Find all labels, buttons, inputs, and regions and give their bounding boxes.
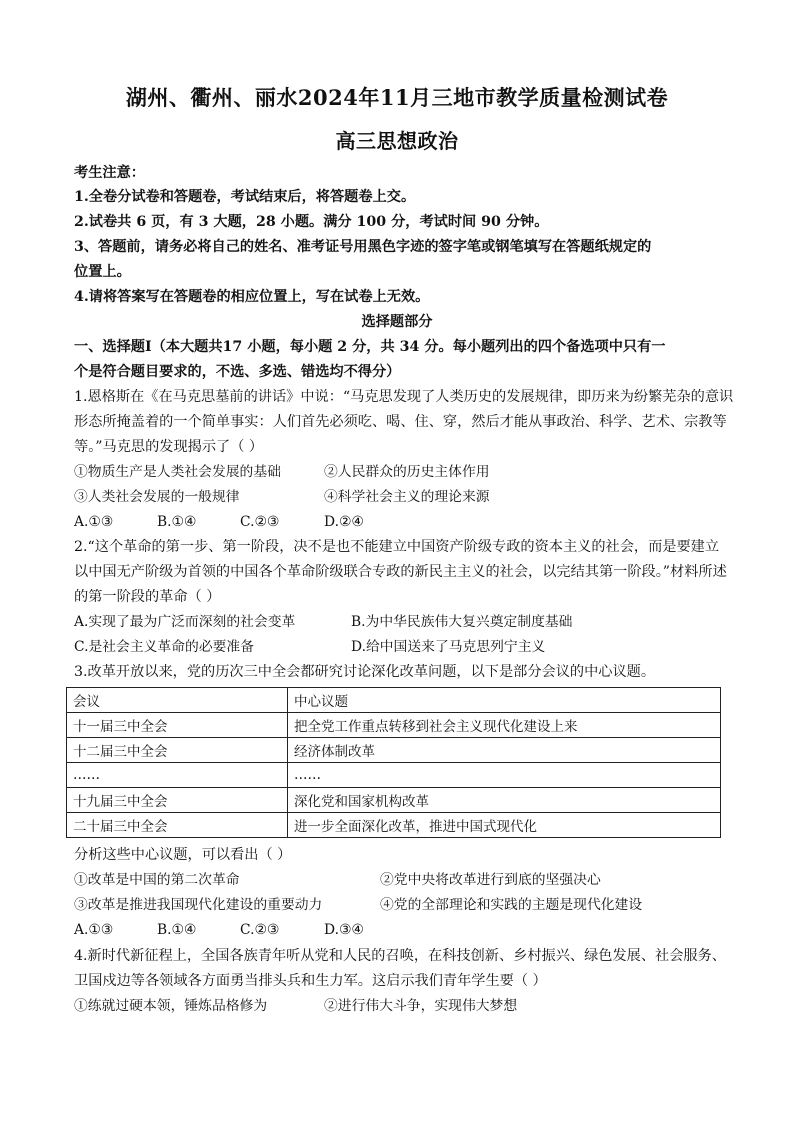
table-cell: 十一届三中全会 xyxy=(67,713,288,738)
q3-option-a: A.①③ xyxy=(74,922,114,938)
q4-stem: 4.新时代新征程上，全国各族青年听从党和人民的召唤，在科技创新、乡村振兴、绿色发展、社会服务、 xyxy=(74,948,726,964)
notice-item: 位置上。 xyxy=(74,264,131,280)
q3-item: ④党的全部理论和实践的主题是现代化建设 xyxy=(380,897,643,913)
table-cell: …… xyxy=(288,763,721,788)
q2-stem: 以中国无产阶级为首领的中国各个革命阶级联合专政的新民主主义的社会，以完结其第一阶段。”材料所述 xyxy=(74,564,727,580)
q2-option-d: D.给中国送来了马克思列宁主义 xyxy=(351,639,546,655)
q2-option-a: A.实现了最为广泛而深刻的社会变革 xyxy=(74,614,296,630)
table-cell: 二十届三中全会 xyxy=(67,813,288,838)
notice-heading: 考生注意： xyxy=(74,165,145,181)
exam-title: 湖州、衢州、丽水2024年11月三地市教学质量检测试卷 xyxy=(125,85,669,110)
part1-instructions: 个是符合题目要求的，不选、多选、错选均不得分） xyxy=(74,364,401,380)
q1-option-c: C.②③ xyxy=(240,514,280,530)
q1-item: ②人民群众的历史主体作用 xyxy=(324,464,490,480)
table-header: 中心议题 xyxy=(288,688,721,713)
table-row xyxy=(67,813,721,838)
table-cell: 深化党和国家机构改革 xyxy=(288,788,721,813)
q3-option-b: B.①④ xyxy=(157,922,197,938)
notice-item: 1.全卷分试卷和答题卷，考试结束后，将答题卷上交。 xyxy=(74,189,416,205)
table-row xyxy=(67,713,721,738)
q2-stem: 的第一阶段的革命（ ） xyxy=(74,589,221,605)
table-row xyxy=(67,763,721,788)
q1-stem: 等。”马克思的发现揭示了（ ） xyxy=(74,439,264,455)
q1-item: ①物质生产是人类社会发展的基础 xyxy=(74,464,281,480)
table-row xyxy=(67,738,721,763)
table-cell: 十九届三中全会 xyxy=(67,788,288,813)
table-header-row xyxy=(67,688,721,713)
q3-intro: 3.改革开放以来，党的历次三中全会都研究讨论深化改革问题，以下是部分会议的中心议题。 xyxy=(74,664,656,680)
q1-item: ③人类社会发展的一般规律 xyxy=(74,489,240,505)
section-title: 选择题部分 xyxy=(361,314,433,330)
q1-stem: 形态所掩盖着的一个简单事实：人们首先必须吃、喝、住、穿，然后才能从事政治、科学、艺术、宗教等 xyxy=(74,414,727,430)
q4-stem: 卫国戍边等各领域各方面勇当排头兵和生力军。这启示我们青年学生要（ ） xyxy=(74,973,547,989)
table-row xyxy=(67,788,721,813)
exam-subject: 高三思想政治 xyxy=(335,129,459,153)
q1-stem: 1.恩格斯在《在马克思墓前的讲话》中说：“马克思发现了人类历史的发展规律，即历来为纷繁芜杂的意识 xyxy=(74,389,734,405)
table-cell: 把全党工作重点转移到社会主义现代化建设上来 xyxy=(288,713,721,738)
q3-item: ②党中央将改革进行到底的坚强决心 xyxy=(380,872,601,888)
q2-option-c: C.是社会主义革命的必要准备 xyxy=(74,639,255,655)
table-cell: …… xyxy=(67,763,288,788)
q2-stem: 2.“这个革命的第一步、第一阶段，决不是也不能建立中国资产阶级专政的资本主义的社会，而是要建立 xyxy=(74,539,720,555)
q2-option-b: B.为中华民族伟大复兴奠定制度基础 xyxy=(351,614,573,630)
table-cell: 进一步全面深化改革，推进中国式现代化 xyxy=(288,813,721,838)
meetings-table xyxy=(66,687,721,838)
q3-option-c: C.②③ xyxy=(240,922,280,938)
q1-item: ④科学社会主义的理论来源 xyxy=(324,489,490,505)
q3-item: ③改革是推进我国现代化建设的重要动力 xyxy=(74,897,323,913)
q4-item: ②进行伟大斗争，实现伟大梦想 xyxy=(324,998,518,1014)
q3-question: 分析这些中心议题，可以看出（ ） xyxy=(74,847,292,863)
q3-option-d: D.③④ xyxy=(324,922,364,938)
notice-item: 4.请将答案写在答题卷的相应位置上，写在试卷上无效。 xyxy=(74,289,430,305)
table-cell: 十二届三中全会 xyxy=(67,738,288,763)
q4-item: ①练就过硬本领，锤炼品格修为 xyxy=(74,998,268,1014)
part1-instructions: 一、选择题Ⅰ（本大题共17 小题，每小题 2 分，共 34 分。每小题列出的四个备选项中只有一 xyxy=(74,339,666,355)
q3-item: ①改革是中国的第二次革命 xyxy=(74,872,240,888)
table-header: 会议 xyxy=(67,688,288,713)
notice-item: 3、答题前，请务必将自己的姓名、准考证号用黑色字迹的签字笔或钢笔填写在答题纸规定的 xyxy=(74,239,652,255)
q1-option-a: A.①③ xyxy=(74,514,114,530)
notice-item: 2.试卷共 6 页，有 3 大题，28 小题。满分 100 分，考试时间 90 分钟。 xyxy=(74,214,549,230)
q1-option-d: D.②④ xyxy=(324,514,364,530)
table-cell: 经济体制改革 xyxy=(288,738,721,763)
q1-option-b: B.①④ xyxy=(157,514,197,530)
